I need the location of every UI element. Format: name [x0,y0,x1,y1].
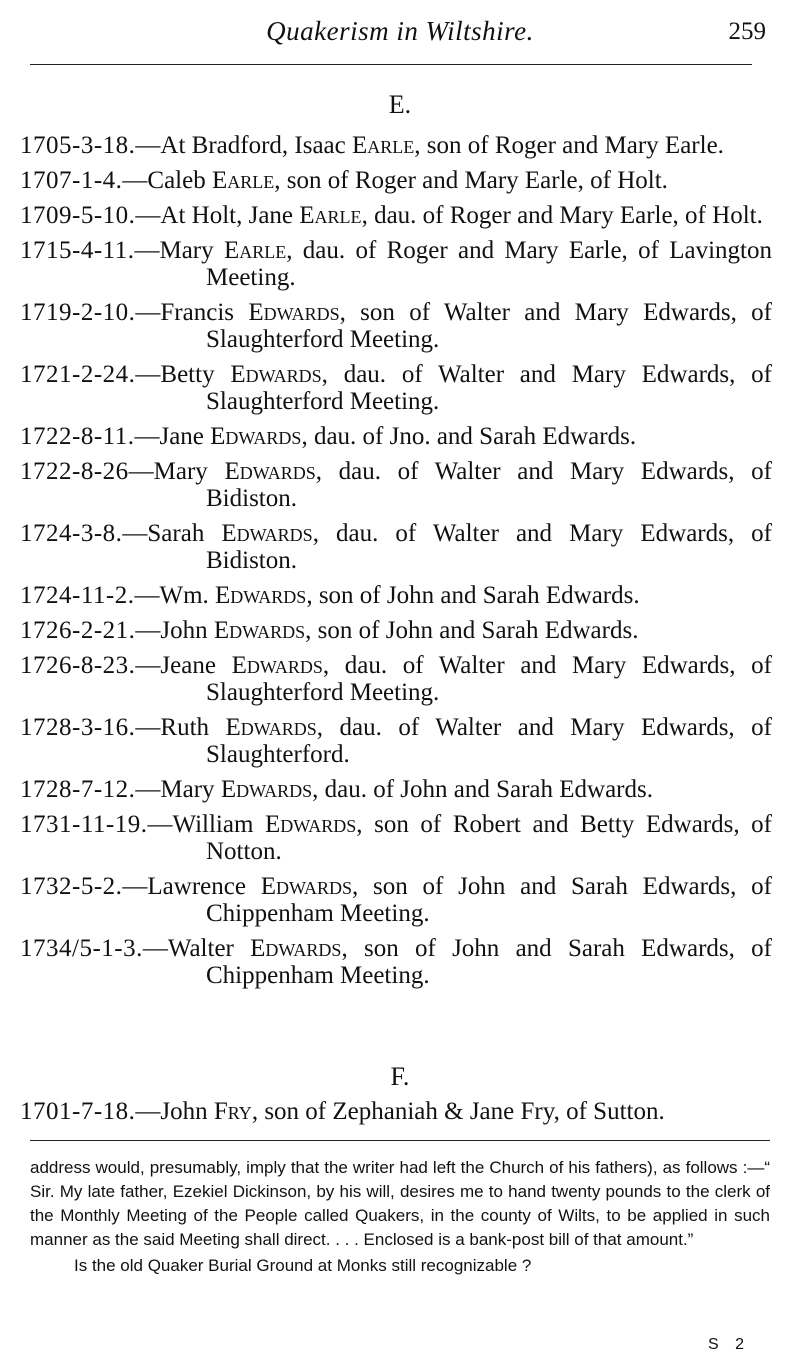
footnote [30,1156,770,1278]
entry-date: 1731-11-19. [20,811,148,838]
entry-text: , son of Roger and Mary Earle. [414,132,724,159]
entry-text: , son of John and Sarah Edwards. [305,617,639,644]
signature-mark: S 2 [707,1336,750,1353]
entry-dash: — [142,935,168,962]
entry-date: 1726-2-21. [20,617,136,644]
entry-dash: — [134,423,160,450]
section-heading-e: E. [388,90,412,119]
record-entry [20,361,772,415]
entry-dash: — [135,652,161,679]
record-entry [20,714,772,768]
entry-surname: Earle [211,167,275,194]
record-entry [20,811,772,865]
record-entry [20,132,772,159]
entry-surname: Edwards [210,423,302,450]
running-title: Quakerism in Wiltshire. [266,16,534,46]
entry-dash: — [135,299,161,326]
entry-dash: — [147,811,173,838]
running-header [30,12,770,52]
entry-text: , son of John and Sarah Edwards, of Chippenham Meeting. [206,935,772,989]
entry-dash: — [135,776,161,803]
entry-date: 1721-2-24. [20,361,136,388]
section-heading-f: F. [390,1062,410,1091]
record-entry [20,458,772,512]
entry-dash: — [135,1098,161,1125]
entry-text: Betty [160,361,231,388]
entry-text: , son of Walter and Mary Edwards, of Slaughterford Meeting. [206,299,772,353]
entry-date: 1715-4-11. [20,237,135,264]
entry-dash: — [122,167,148,194]
entry-text: Lawrence [147,873,261,900]
entry-text: Caleb [147,167,212,194]
record-entry [20,873,772,927]
record-entry [20,582,772,609]
entry-text: Jane [159,423,211,450]
entry-dash: — [122,873,148,900]
entry-surname: Earle [223,237,287,264]
section-f-entries [20,1098,772,1133]
entry-dash: — [135,202,161,229]
entry-surname: Edwards [224,458,316,485]
entry-text: At Holt, Jane [160,202,300,229]
entry-text: William [172,811,265,838]
entry-text: , dau. of Roger and Mary Earle, of Holt. [361,202,763,229]
entry-text: Mary [153,458,225,485]
entry-surname: Edwards [215,582,307,609]
entry-date: 1705-3-18. [20,132,136,159]
entry-text: , dau. of Walter and Mary Edwards, of Slaughterford Meeting. [206,361,772,415]
record-entry [20,1098,772,1125]
entry-text: , dau. of Roger and Mary Earle, of Lavington Meeting. [206,237,772,291]
entry-text: , son of John and Sarah Edwards. [306,582,640,609]
entry-dash: — [128,458,154,485]
entry-surname: Edwards [213,617,306,644]
entry-text: , son of Roger and Mary Earle, of Holt. [274,167,668,194]
record-entry [20,237,772,291]
entry-surname: Edwards [260,873,352,900]
record-entry [20,935,772,989]
footnote-query: Is the old Quaker Burial Ground at Monks still recognizable ? [74,1256,532,1275]
entry-dash: — [122,520,148,547]
entry-text: Ruth [160,714,226,741]
entry-text: John [160,617,214,644]
entry-date: 1728-7-12. [20,776,136,803]
entry-surname: Edwards [250,935,342,962]
entry-text: , dau. of Walter and Mary Edwards, of Bidiston. [206,520,772,574]
entry-date: 1722-8-11. [20,423,135,450]
entry-text: Francis [160,299,249,326]
entry-surname: Edwards [225,714,317,741]
entry-date: 1707-1-4. [20,167,123,194]
record-entry [20,776,772,803]
entry-text: , dau. of Walter and Mary Edwards, of Slaughterford Meeting. [206,652,772,706]
entry-surname: Edwards [248,299,340,326]
footnote-text: address would, presumably, imply that the writer had left the Church of his fathers), as follows :—“ Sir. My late father, Ezekiel Dickinson, by his will, desires me to hand twenty pounds to the clerk of the Monthly Meeting of the People called Quakers, in the county of Wilts, to be applied in such manner as the said Meeting shall direct. . . . Enclosed is a bank-post bill of that amount.” [30,1158,770,1249]
record-entry [20,167,772,194]
entry-dash: — [135,361,161,388]
footnote-rule [30,1140,770,1141]
page-number: 259 [728,18,766,45]
entry-surname: Edwards [231,652,323,679]
record-entry [20,202,772,229]
entry-date: 1734/5-1-3. [20,935,143,962]
entry-date: 1724-3-8. [20,520,123,547]
entry-date: 1722-8-26 [20,458,129,485]
entry-text: , son of Zephaniah & Jane Fry, of Sutton. [251,1098,665,1125]
entry-date: 1709-5-10. [20,202,136,229]
entry-dash: — [135,617,161,644]
header-rule [30,64,752,65]
entry-date: 1719-2-10. [20,299,136,326]
record-entry [20,617,772,644]
entry-date: 1732-5-2. [20,873,123,900]
entry-text: , dau. of Jno. and Sarah Edwards. [301,423,637,450]
entry-surname: Earle [352,132,415,159]
entry-surname: Fry [213,1098,252,1125]
record-entry [20,299,772,353]
record-entry [20,520,772,574]
entry-text: , son of Robert and Betty Edwards, of Notton. [206,811,773,865]
record-entry [20,423,772,450]
entry-text: Walter [167,935,251,962]
entry-text: Mary [160,776,221,803]
record-entry [20,652,772,706]
entry-dash: — [134,237,160,264]
entry-text: , dau. of Walter and Mary Edwards, of Slaughterford. [206,714,772,768]
entry-text: Mary [159,237,224,264]
entry-date: 1724-11-2. [20,582,135,609]
entry-surname: Edwards [221,520,313,547]
entry-text: Wm. [159,582,216,609]
entry-text: John [160,1098,214,1125]
entry-date: 1728-3-16. [20,714,136,741]
entry-text: Sarah [147,520,222,547]
entry-text: At Bradford, Isaac [160,132,352,159]
entry-text: , son of John and Sarah Edwards, of Chippenham Meeting. [206,873,772,927]
entry-dash: — [135,132,161,159]
section-e-entries [20,132,772,997]
entry-surname: Earle [299,202,362,229]
entry-text: , dau. of Walter and Mary Edwards, of Bidiston. [206,458,772,512]
entry-text: , dau. of John and Sarah Edwards. [312,776,653,803]
entry-surname: Edwards [220,776,313,803]
entry-date: 1726-8-23. [20,652,136,679]
entry-dash: — [135,714,161,741]
entry-dash: — [134,582,160,609]
entry-text: Jeane [160,652,232,679]
entry-date: 1701-7-18. [20,1098,136,1125]
entry-surname: Edwards [265,811,357,838]
entry-surname: Edwards [230,361,322,388]
